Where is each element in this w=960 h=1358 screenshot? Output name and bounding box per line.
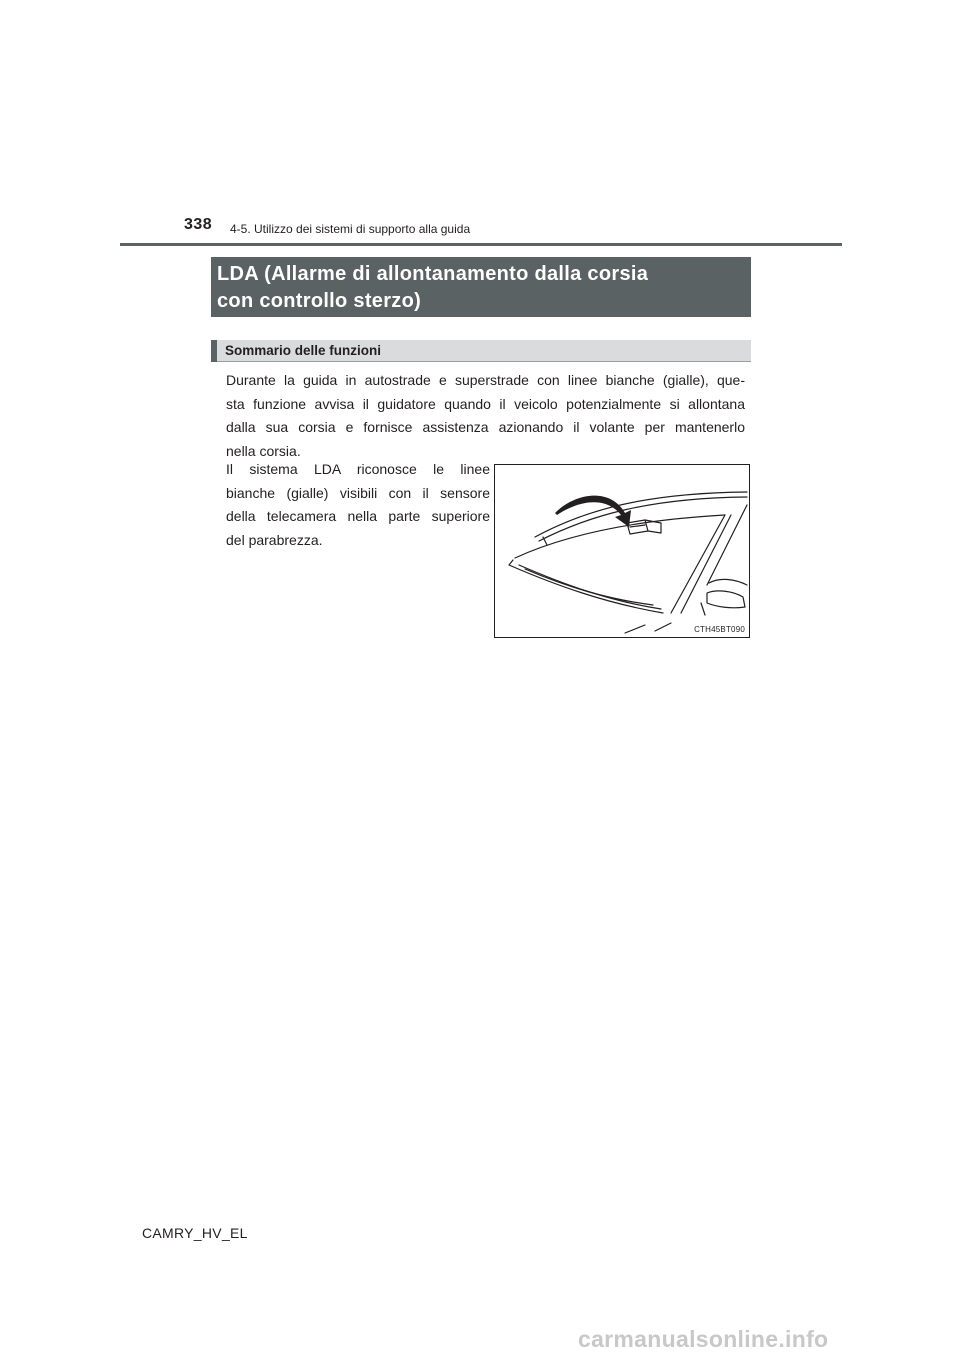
paragraph-line: del parabrezza. xyxy=(226,531,323,548)
header-divider xyxy=(120,243,842,246)
figure-code: CTH45BT090 xyxy=(694,625,745,634)
windshield-camera-drawing xyxy=(495,465,749,637)
paragraph-line: dalla sua corsia e fornisce assistenza azionando il volante per mantenerlo xyxy=(226,419,745,435)
paragraph-line: bianche (gialle) visibili con il sensore xyxy=(226,484,490,501)
paragraph-line: sta funzione avvisa il guidatore quando il veicolo potenzialmente si allontana xyxy=(226,395,745,412)
subsection-accent xyxy=(211,340,217,362)
watermark: carmanualsonline.info xyxy=(578,1326,829,1352)
page-number: 338 xyxy=(184,216,213,233)
section-title-line-2: con controllo sterzo) xyxy=(217,290,422,312)
footer-model-code: CAMRY_HV_EL xyxy=(142,1225,248,1241)
paragraph-line: della telecamera nella parte superiore xyxy=(226,508,490,524)
paragraph-line: Il sistema LDA riconosce le linee xyxy=(226,461,490,477)
paragraph-line: Durante la guida in autostrade e superstrade con linee bianche (gialle), que- xyxy=(226,372,745,388)
windshield-camera-illustration xyxy=(494,464,750,638)
section-path: 4-5. Utilizzo dei sistemi di supporto alla guida xyxy=(230,222,471,236)
subsection-title: Sommario delle funzioni xyxy=(225,343,382,358)
subsection-header xyxy=(211,340,751,362)
section-title-box xyxy=(211,257,751,317)
paragraph-line: nella corsia. xyxy=(226,442,301,459)
paragraph-function-summary xyxy=(226,369,745,463)
section-title-line-1: LDA (Allarme di allontanamento dalla corsia xyxy=(217,263,649,285)
paragraph-camera-sensor xyxy=(226,458,490,552)
